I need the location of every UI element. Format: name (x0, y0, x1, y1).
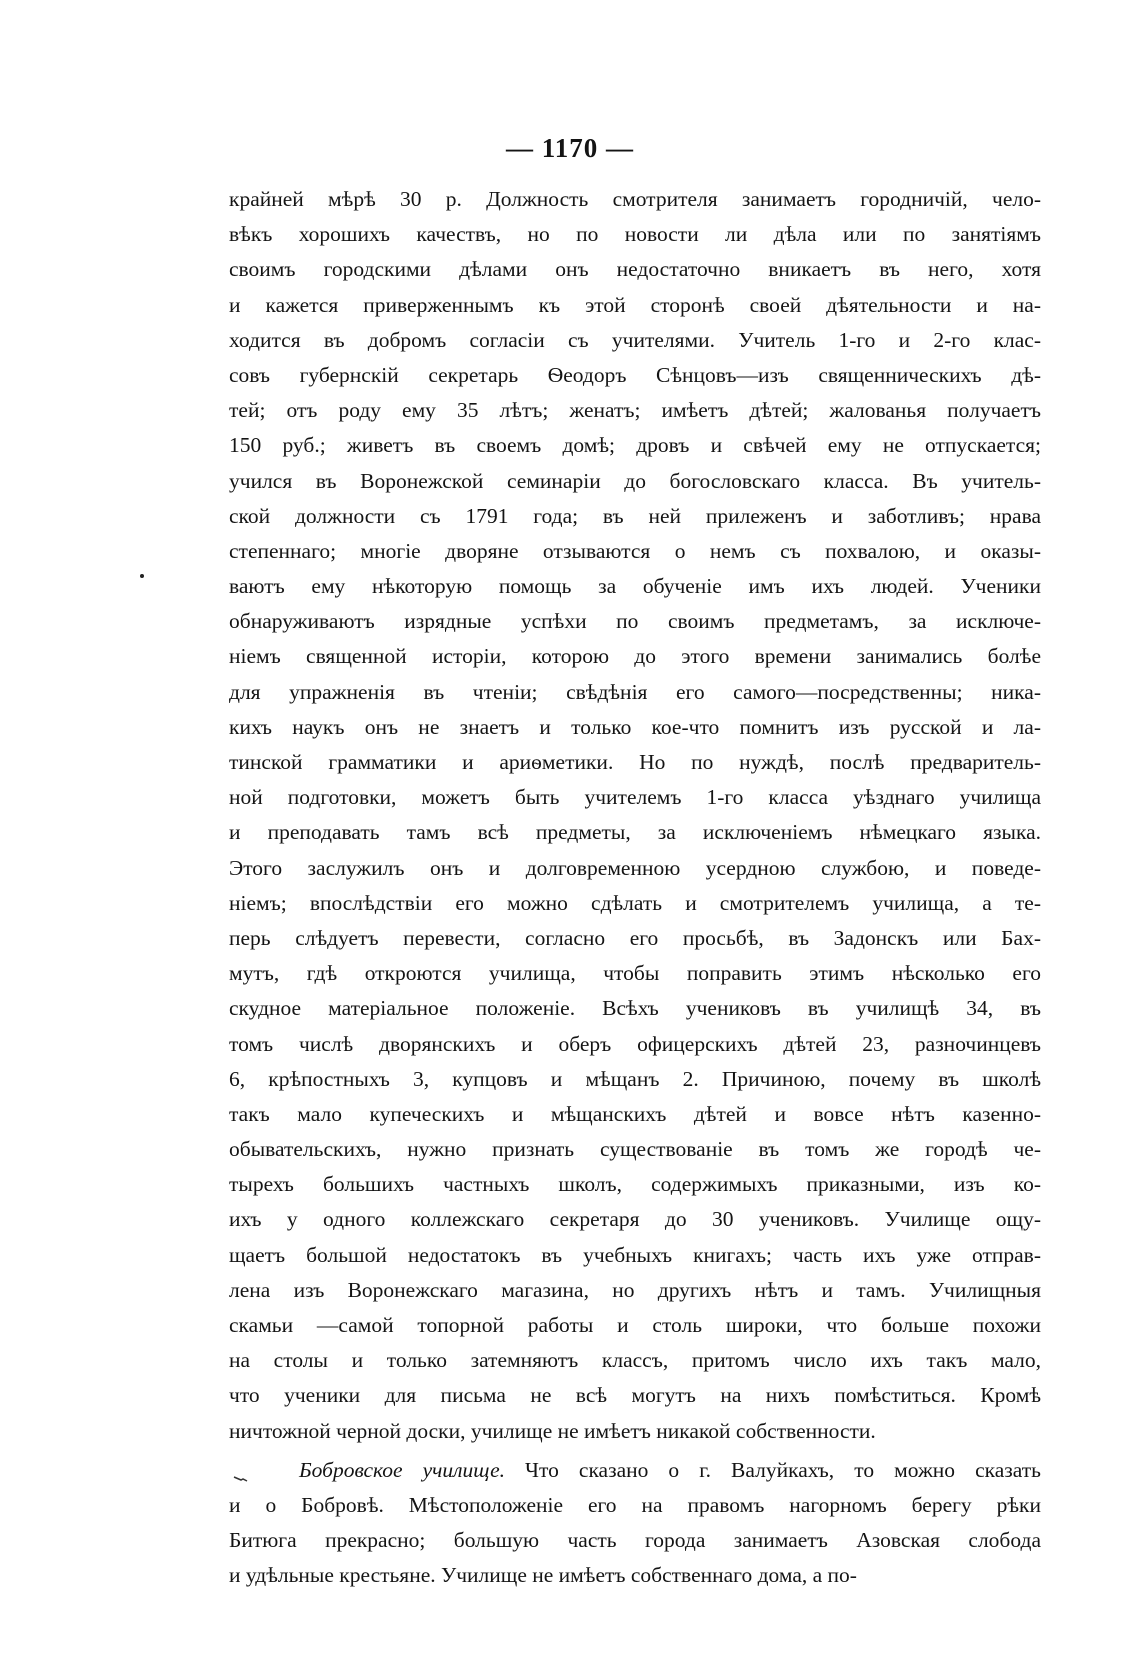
text-line: 6, крѣпостныхъ 3, купцовъ и мѣщанъ 2. Причиною, почему въ школѣ (229, 1066, 1041, 1091)
text-line: ніемъ; впослѣдствіи его можно сдѣлать и смотрителемъ училища, а те- (229, 890, 1041, 915)
text-line: ной подготовки, можетъ быть учителемъ 1-го класса уѣзднаго училища (229, 785, 1041, 810)
text-line: обывательскихъ, нужно признать существованіе въ томъ же городѣ че- (229, 1137, 1041, 1162)
text-line: тей; отъ роду ему 35 лѣтъ; женатъ; имѣетъ дѣтей; жалованья получаетъ (229, 398, 1041, 423)
margin-speck (140, 574, 144, 578)
text-line: скамьи —самой топорной работы и столь широки, что больше похожи (229, 1313, 1041, 1337)
page-number: — 1170 — (505, 133, 634, 163)
text-line: и преподавать тамъ всѣ предметы, за исключеніемъ нѣмецкаго языка. (229, 820, 1041, 845)
text-line: Битюга прекрасно; большую часть города занимаетъ Азовская слобода (229, 1528, 1041, 1553)
text-line: лена изъ Воронежскаго магазина, но другихъ нѣтъ и тамъ. Училищныя (229, 1277, 1041, 1302)
text-block (229, 182, 1041, 1594)
text-line: скудное матеріальное положеніе. Всѣхъ учениковъ въ училищѣ 34, въ (229, 996, 1041, 1021)
text-line: для упражненія въ чтеніи; свѣдѣнія его самого—посредственны; ника- (229, 679, 1041, 704)
text-line: 150 руб.; живетъ въ своемъ домѣ; дровъ и свѣчей ему не отпускается; (229, 433, 1041, 458)
paragraph-2-first-line-text: Что сказано о г. Валуйкахъ, то можно сказать (504, 1457, 1041, 1482)
text-line: мутъ, гдѣ откроются училища, чтобы поправить этимъ нѣсколько его (229, 961, 1041, 986)
text-line: щаетъ большой недостатокъ въ учебныхъ книгахъ; часть ихъ уже отправ- (229, 1242, 1041, 1267)
text-line: совъ губернскій секретарь Ѳеодоръ Сѣнцовъ—изъ священническихъ дѣ- (229, 362, 1041, 387)
text-line: и удѣльные крестьяне. Училище не имѣетъ собственнаго дома, а по- (229, 1563, 857, 1588)
text-line: ихъ у одного коллежскаго секретаря до 30 учениковъ. Училище ощу- (229, 1207, 1041, 1232)
text-line: тинской грамматики и ариѳметики. Но по нуждѣ, послѣ предваритель- (229, 750, 1041, 774)
text-line: крайней мѣрѣ 30 р. Должность смотрителя занимаетъ городничій, чело- (229, 187, 1041, 211)
text-line: и о Бобровѣ. Мѣстоположеніе его на правомъ нагорномъ берегу рѣки (229, 1492, 1041, 1517)
paragraph-1 (229, 182, 1041, 1449)
paragraph-2-first-line (229, 1453, 1041, 1488)
text-line: ваютъ ему нѣкоторую помощь за обученіе имъ ихъ людей. Ученики (229, 574, 1041, 599)
text-line: такъ мало купеческихъ и мѣщанскихъ дѣтей и вовсе нѣтъ казенно- (229, 1101, 1041, 1126)
text-line: степеннаго; многіе дворяне отзываются о немъ съ похвалою, и оказы- (229, 538, 1041, 563)
text-line: томъ числѣ дворянскихъ и оберъ офицерскихъ дѣтей 23, разночинцевъ (229, 1031, 1041, 1056)
text-line: ніемъ священной исторіи, которою до этого времени занимались болѣе (229, 644, 1041, 669)
text-line: на столы и только затемняютъ классъ, притомъ число ихъ такъ мало, (229, 1348, 1041, 1373)
text-line: и кажется приверженнымъ къ этой сторонѣ своей дѣятельности и на- (229, 292, 1041, 317)
text-line: ничтожной черной доски, училище не имѣетъ никакой собственности. (229, 1418, 876, 1443)
text-line: ходится въ добромъ согласіи съ учителями. Учитель 1-го и 2-го клас- (229, 327, 1041, 352)
margin-mark (233, 1475, 257, 1483)
text-line: перь слѣдуетъ перевести, согласно его просьбѣ, въ Задонскъ или Бах- (229, 925, 1041, 950)
text-line: что ученики для письма не всѣ могутъ на нихъ помѣститься. Кромѣ (229, 1383, 1041, 1408)
text-line: тырехъ большихъ частныхъ школъ, содержимыхъ приказными, изъ ко- (229, 1172, 1041, 1197)
section-heading: Бобровское училище. (299, 1457, 505, 1482)
text-line: своимъ городскими дѣлами онъ недостаточно вникаетъ въ него, хотя (229, 257, 1041, 282)
text-line: вѣкъ хорошихъ качествъ, но по новости ли дѣла или по занятіямъ (229, 222, 1041, 247)
text-line: ской должности съ 1791 года; въ ней прилеженъ и заботливъ; нрава (229, 503, 1041, 528)
paragraph-2 (229, 1453, 1041, 1594)
text-line: Этого заслужилъ онъ и долговременною усердною службою, и поведе- (229, 855, 1041, 880)
text-line: обнаруживаютъ изрядные успѣхи по своимъ предметамъ, за исключе- (229, 609, 1041, 634)
text-line: учился въ Воронежской семинаріи до богословскаго класса. Въ учитель- (229, 468, 1041, 493)
text-line: кихъ наукъ онъ не знаетъ и только кое-что помнитъ изъ русской и ла- (229, 714, 1041, 739)
